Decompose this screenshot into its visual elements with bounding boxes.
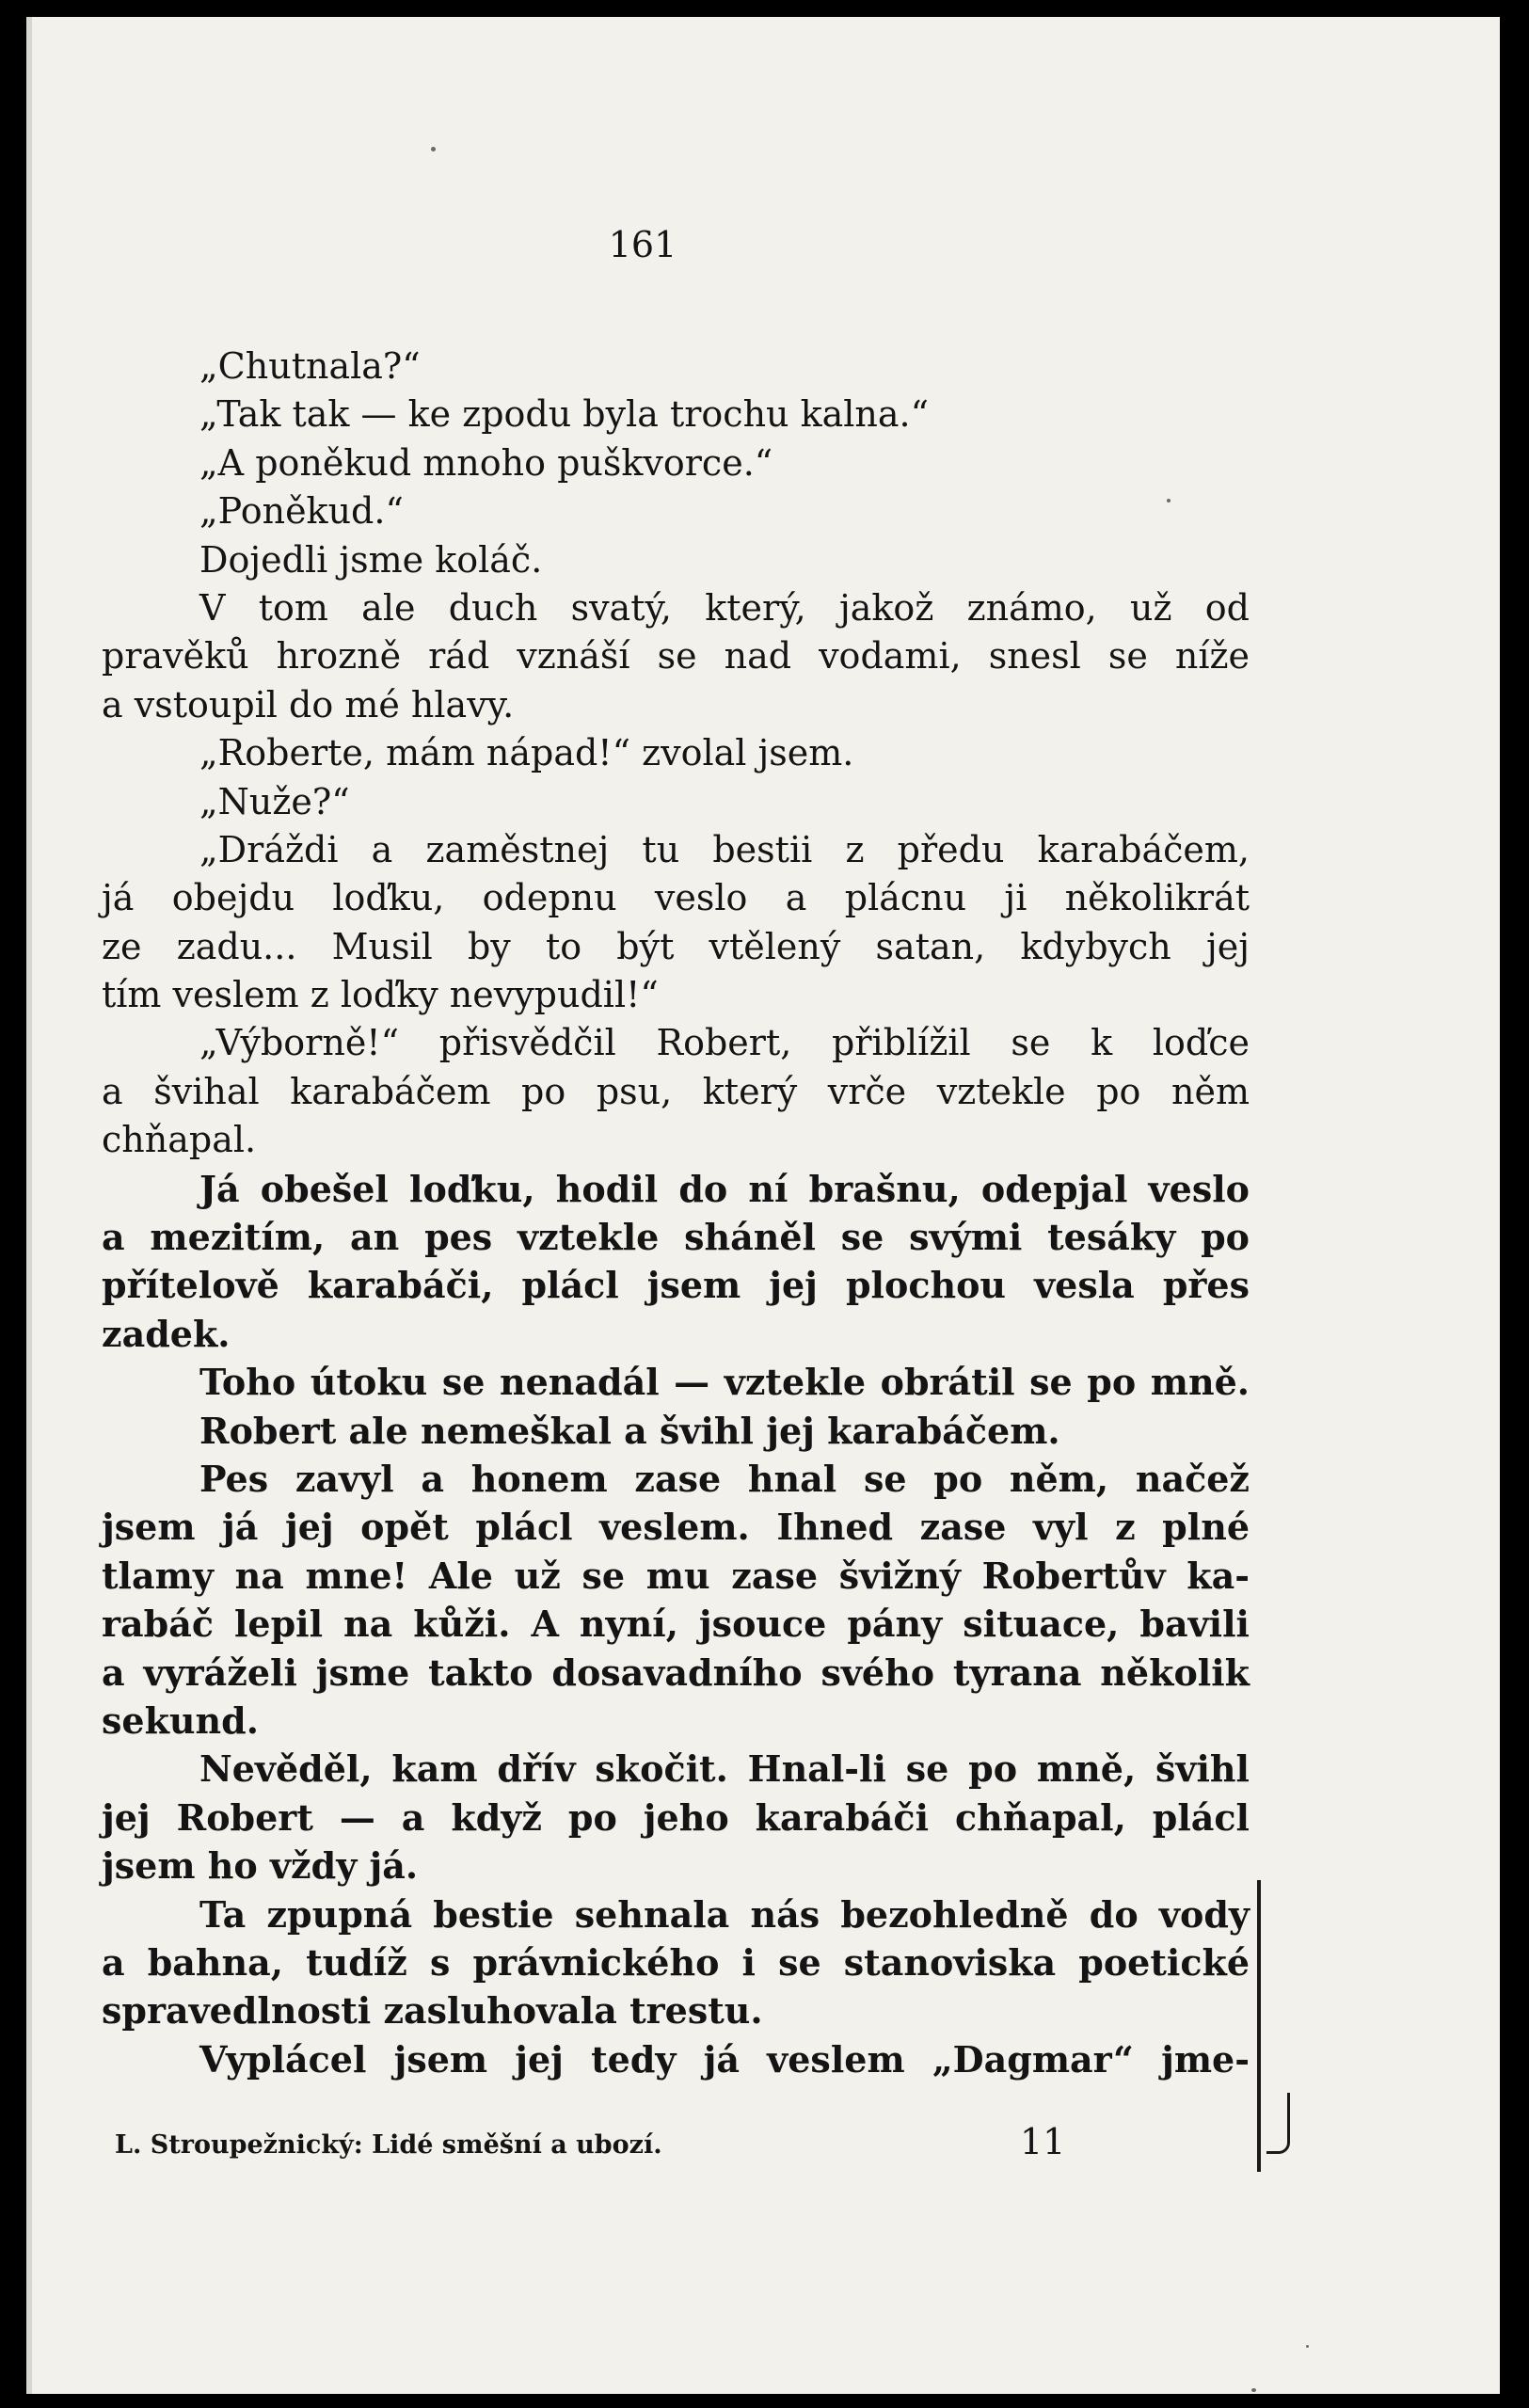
text-line: jsem ho vždy já.: [102, 1844, 419, 1888]
text-line: „Výborně!“ přisvědčil Robert, přiblížil se k loďce: [199, 1022, 1250, 1064]
book-page: [26, 17, 1500, 2394]
text-line: Já obešel loďku, hodil do ní brašnu, odepjal veslo: [199, 1167, 1250, 1210]
scan-speck: [431, 147, 436, 151]
footer-author-title: L. Stroupežnický: Lidé směšní a ubozí.: [115, 2130, 662, 2160]
text-line: přítelově karabáči, plácl jsem jej plochou vesla přes: [102, 1264, 1250, 1307]
text-line: „Nuže?“: [199, 780, 350, 822]
text-line: a bahna, tudíž s právnického i se stanoviska poetické: [102, 1940, 1250, 1984]
text-line: a švihal karabáčem po psu, který vrče vztekle po něm: [102, 1070, 1250, 1112]
text-line: „Tak tak — ke zpodu byla trochu kalna.“: [199, 393, 930, 436]
text-line: jsem já jej opět plácl veslem. Ihned zase vyl z plné: [102, 1506, 1250, 1549]
text-line: a vstoupil do mé hlavy.: [102, 683, 515, 726]
text-line: spravedlnosti zasluhovala trestu.: [102, 1989, 763, 2033]
text-line: pravěků hrozně rád vznáší se nad vodami, snesl se níže: [102, 635, 1250, 678]
text-line: a vyráželi jsme takto dosavadního svého tyrana několik: [102, 1651, 1250, 1694]
text-line: rabáč lepil na kůži. A nyní, jsouce pány situace, bavili: [102, 1603, 1250, 1646]
text-line: Ta zpupná bestie sehnala nás bezohledně do vody: [199, 1892, 1250, 1936]
text-line: Nevěděl, kam dřív skočit. Hnal-li se po mně, švihl: [199, 1747, 1250, 1791]
margin-mark: [1257, 1880, 1261, 2172]
text-line: V tom ale duch svatý, který, jakož známo, už od: [199, 586, 1250, 629]
text-line: „A poněkud mnoho puškvorce.“: [199, 441, 773, 484]
scan-speck: [1251, 2388, 1256, 2392]
text-line: sekund.: [102, 1698, 259, 1742]
text-line: tlamy na mne! Ale už se mu zase švižný Robertův ka-: [102, 1554, 1250, 1597]
body-text: [102, 343, 1250, 2083]
scan-speck: [1167, 499, 1171, 502]
text-line: Dojedli jsme koláč.: [199, 538, 543, 581]
text-line: chňapal.: [102, 1119, 257, 1161]
text-line: „Poněkud.“: [199, 490, 404, 533]
text-line: Robert ale nemeškal a švihl jej karabáčem.: [199, 1409, 1060, 1452]
text-line: „Chutnala?“: [199, 345, 421, 387]
scan-speck: [1306, 2345, 1309, 2348]
text-line: „Roberte, mám nápad!“ zvolal jsem.: [199, 732, 854, 774]
text-line: ze zadu... Musil by to být vtělený satan, kdybych jej: [102, 925, 1250, 967]
text-line: Toho útoku se nenadál — vztekle obrátil se po mně.: [199, 1361, 1250, 1404]
text-line: „Dráždi a zaměstnej tu bestii z předu karabáčem,: [199, 828, 1250, 870]
page-number: 161: [608, 224, 677, 265]
text-line: a mezitím, an pes vztekle sháněl se svými tesáky po: [102, 1216, 1250, 1259]
text-line: já obejdu loďku, odepnu veslo a plácnu ji několikrát: [102, 877, 1250, 919]
text-line: jej Robert — a když po jeho karabáči chňapal, plácl: [102, 1795, 1250, 1839]
text-line: Vyplácel jsem jej tedy já veslem „Dagmar“ jme-: [199, 2037, 1250, 2081]
text-line: tím veslem z loďky nevypudil!“: [102, 974, 659, 1016]
margin-mark-hook: [1266, 2093, 1290, 2154]
text-line: Pes zavyl a honem zase hnal se po něm, načež: [199, 1457, 1250, 1500]
scan-edge: [26, 17, 32, 2394]
text-line: zadek.: [102, 1312, 231, 1355]
footer-sheet-number: 11: [1020, 2121, 1066, 2162]
